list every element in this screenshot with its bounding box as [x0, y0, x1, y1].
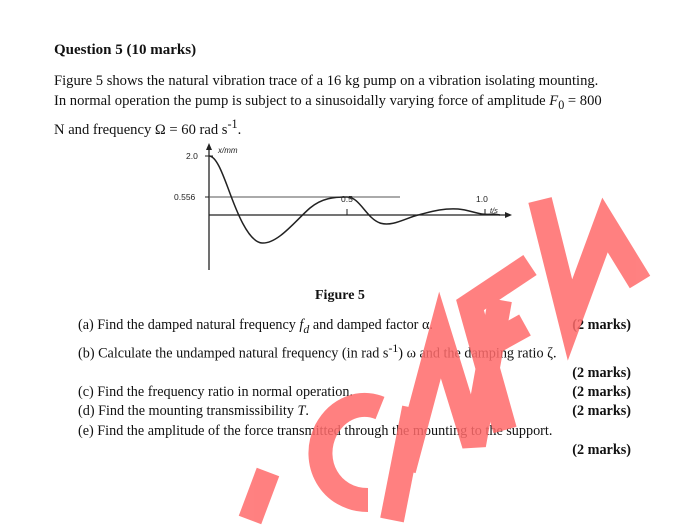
- part-d-marks: (2 marks): [572, 403, 631, 420]
- part-e: (e) Find the amplitude of the force transmitted through the mounting to the support.: [78, 422, 553, 439]
- part-a-marks: (2 marks): [572, 317, 631, 333]
- question-intro: [54, 72, 654, 140]
- time-axis-arrow: [505, 212, 512, 218]
- x-tick-2-label: 1.0: [476, 194, 488, 204]
- part-e-marks: (2 marks): [572, 441, 631, 458]
- intro-line-1: Figure 5 shows the natural vibration trace of a 16 kg pump on a vibration isolating mounting.: [54, 73, 599, 89]
- part-b-marks: (2 marks): [572, 364, 631, 381]
- y-tick-mid-label: 0.556: [174, 192, 196, 202]
- part-a: (a) Find the damped natural frequency $f_d$ and damped factor α. (2 marks): [78, 317, 631, 336]
- y-axis-label: x/mm: [218, 146, 238, 155]
- x-axis-label: t/s: [490, 206, 498, 215]
- figure-caption: Figure 5: [315, 288, 365, 303]
- vibration-trace-figure: [160, 142, 520, 274]
- y-axis-arrow: [206, 143, 212, 150]
- y-tick-top-label: 2.0: [186, 151, 198, 161]
- part-b: (b) Calculate the undamped natural frequency (in rad $s^{-1}$) ω and the damping ratio ζ.: [78, 341, 557, 362]
- question-heading: Question 5 (10 marks): [54, 42, 197, 58]
- damped-vibration-curve: [209, 156, 500, 243]
- part-c-marks: (2 marks): [572, 384, 631, 401]
- question-parts: [78, 316, 631, 460]
- intro-line-2: In normal operation the pump is subject to a sinusoidally varying force of amplitude $F_0 = 800$: [54, 92, 602, 112]
- intro-line-3: N and frequency Ω = 60 rad $s^{-1}$.: [54, 116, 242, 138]
- part-d: (d) Find the mounting transmissibility T. (2 marks): [78, 402, 631, 421]
- x-tick-1-label: 0.5: [341, 194, 353, 204]
- part-c: (c) Find the frequency ratio in normal operation. (2 marks): [78, 383, 631, 402]
